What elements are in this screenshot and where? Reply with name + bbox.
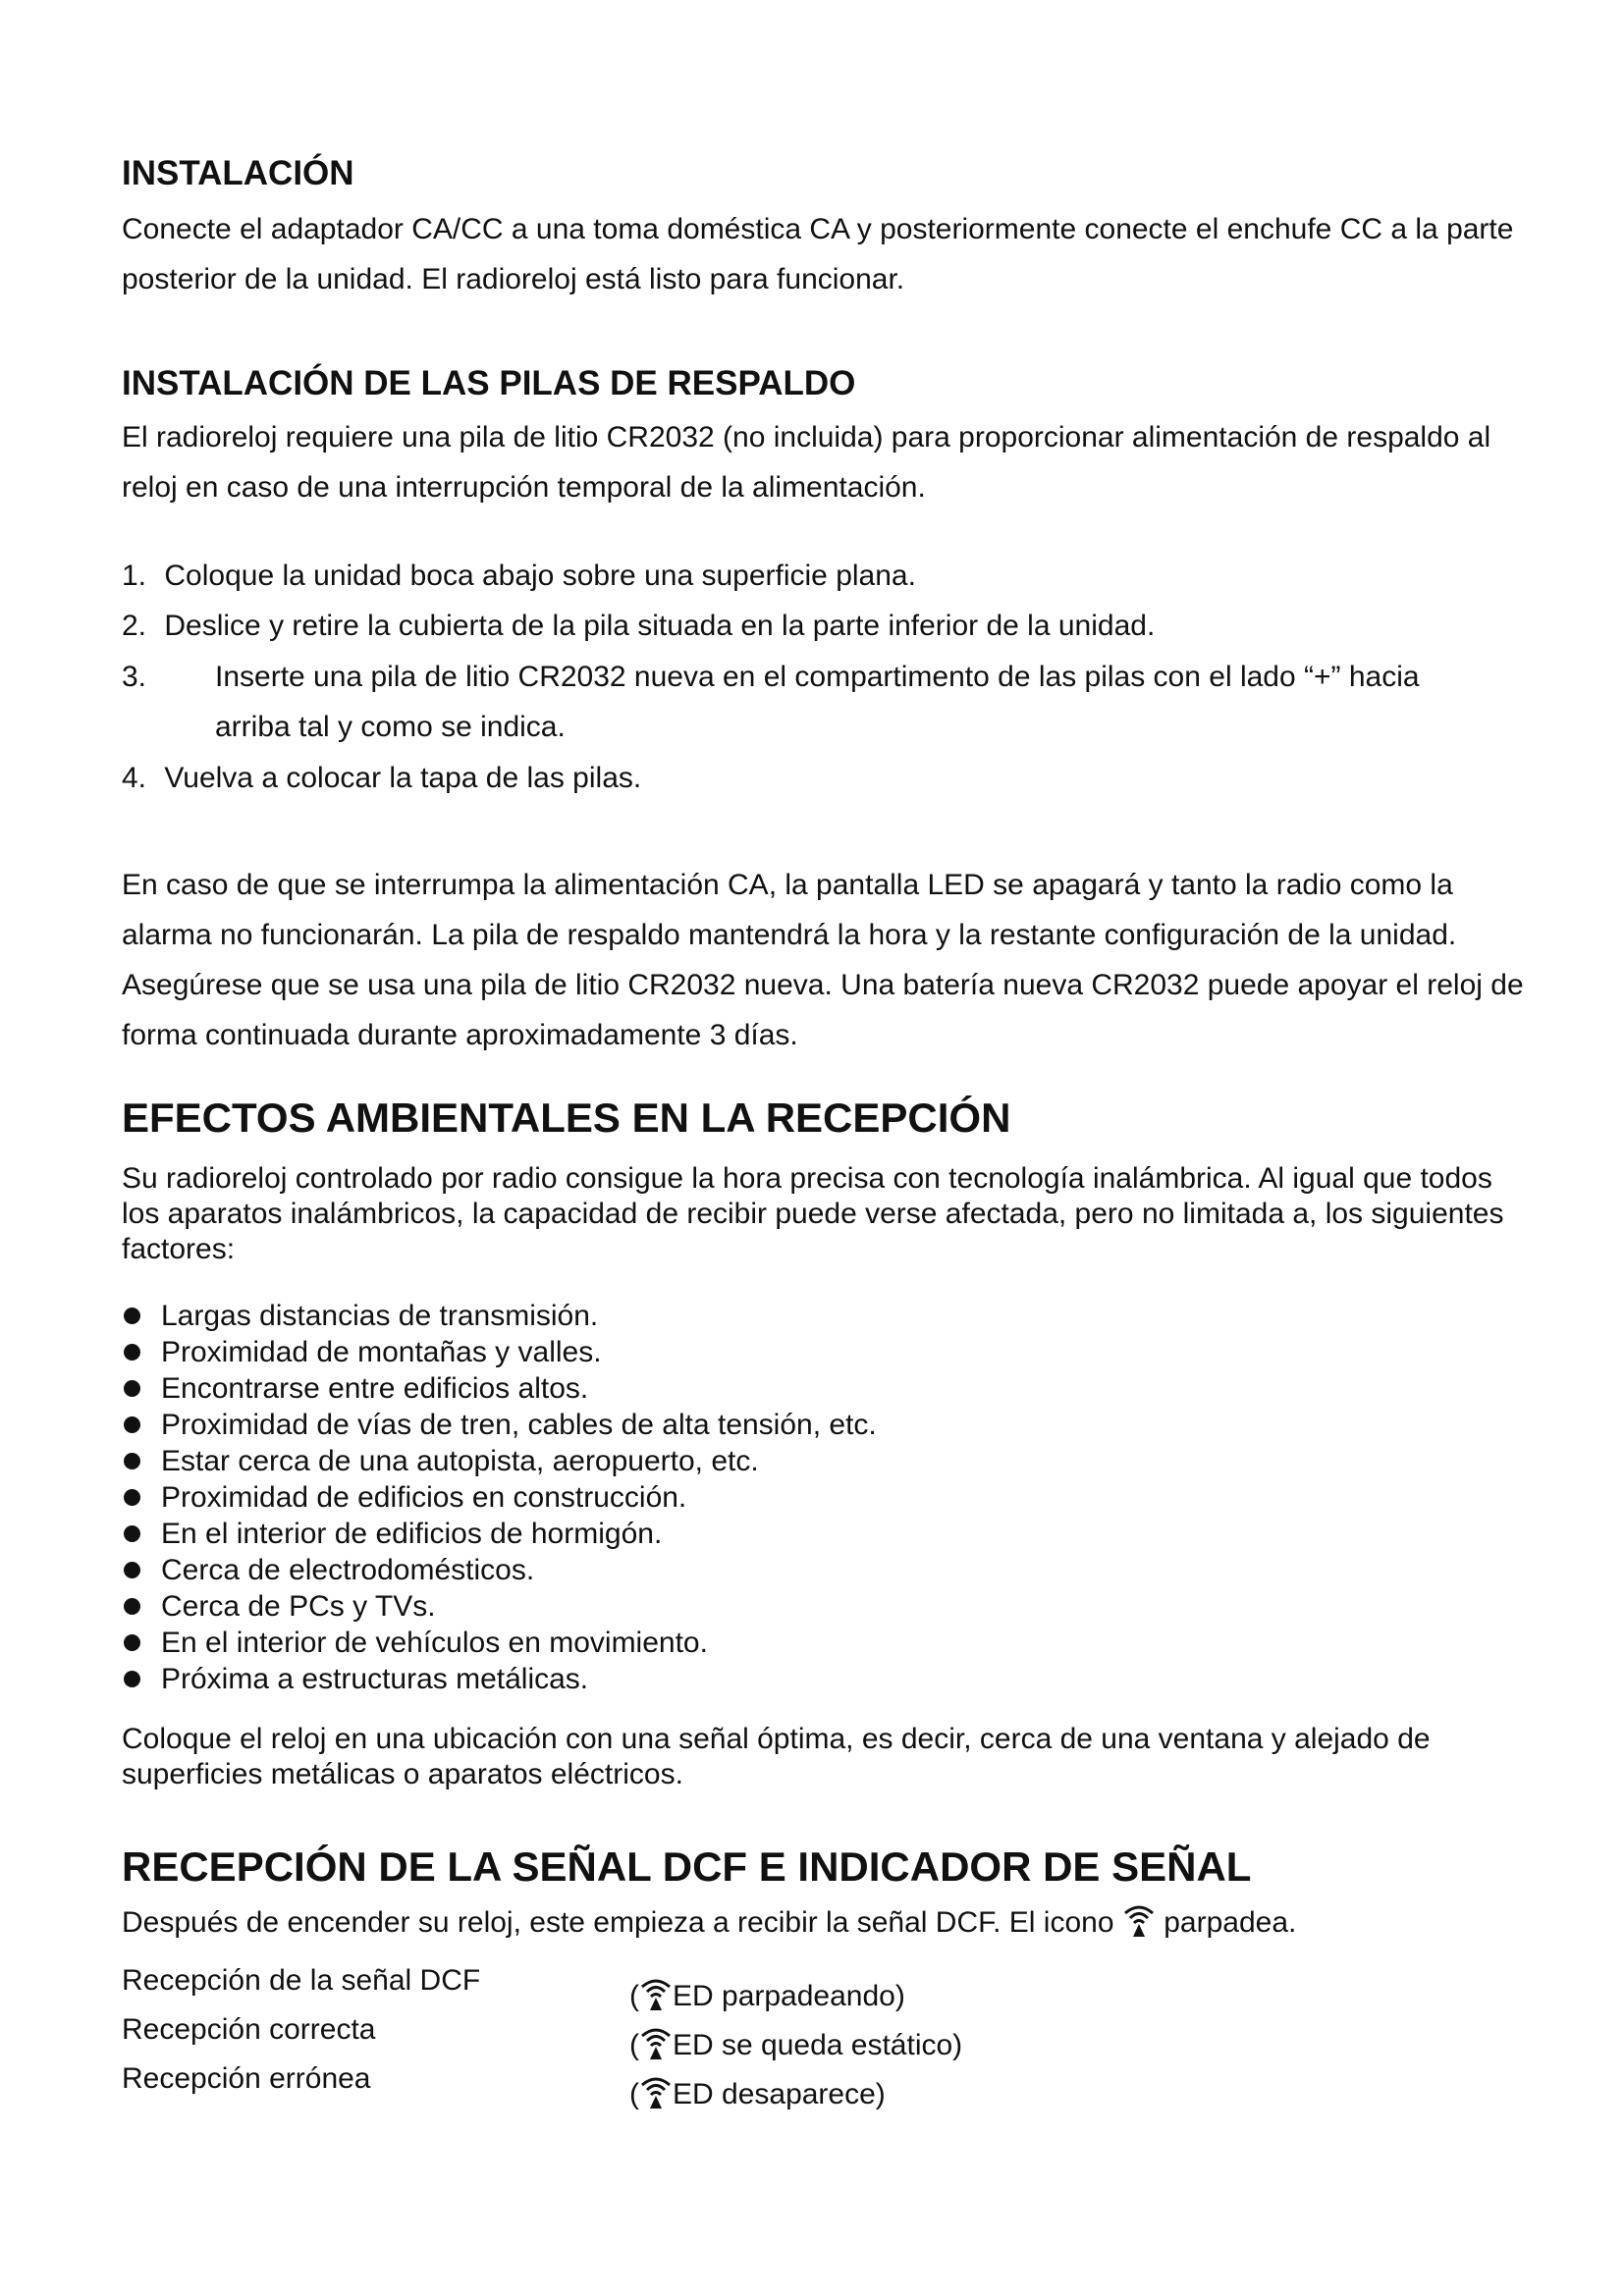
list-item: Largas distancias de transmisión. [122,1298,877,1334]
dcf-state-row [122,2062,1526,2111]
step-number: 2. [122,610,147,642]
pilas-note: En caso de que se interrumpa la alimentación CA, la pantalla LED se apagará y tanto la radio como la alarma no funcionarán. La pila de respaldo mantendrá la hora y la restante configuración de la unidad. Asegúrese que se usa una pila de litio CR2032 nueva. Una batería nueva CR2032 puede apoyar el reloj de forma continuada durante aproximadamente 3 días. [122,869,1524,1051]
signal-tower-icon [639,2023,673,2060]
step-number: 1. [122,560,147,592]
section-title-instalacion: INSTALACIÓN [122,154,354,192]
step-text: Vuelva a colocar la tapa de las pilas. [164,762,642,794]
dcf-state-row [122,2013,1526,2062]
list-item-step-1 [122,551,916,601]
bullet-icon [124,1562,140,1578]
step-number: 4. [122,762,147,794]
bullet-icon [124,1416,140,1433]
efectos-advice: Coloque el reloj en una ubicación con una señal óptima, es decir, cerca de una ventana y alejado de superficies metálicas o aparatos eléctricos. [122,1723,1431,1790]
bullet-icon [124,1525,140,1542]
bullet-icon [124,1671,140,1687]
bullet-icon [124,1634,140,1651]
bullet-icon [124,1453,140,1469]
section-title-efectos: EFECTOS AMBIENTALES EN LA RECEPCIÓN [122,1095,1011,1141]
list-item: Proximidad de edificios en construcción. [122,1479,877,1516]
instalacion-text: Conecte el adaptador CA/CC a una toma doméstica CA y posteriormente conecte el enchufe CC a la parte posterior de la unidad. El radioreloj está listo para funcionar. [122,213,1514,295]
dcf-state-label: Recepción de la señal DCF [122,1964,481,1997]
bullet-icon [124,1308,140,1324]
dcf-intro-text-end: parpadea. [1164,1906,1297,1939]
dcf-state-label: Recepción correcta [122,2013,376,2046]
pilas-text: El radioreloj requiere una pila de litio CR2032 (no incluida) para proporcionar alimentación de respaldo al reloj en caso de una interrupción temporal de la alimentación. [122,421,1491,504]
section-title-pilas: INSTALACIÓN DE LAS PILAS DE RESPALDO [122,364,856,402]
list-item: Cerca de electrodomésticos. [122,1552,877,1588]
dcf-intro [122,1900,1296,1943]
signal-tower-icon [639,1974,673,2011]
list-item: Proximidad de montañas y valles. [122,1334,877,1370]
dcf-state-row [122,1964,1526,2013]
bullet-icon [124,1598,140,1615]
dcf-state-value: ( ED parpadeando) [629,1974,905,2013]
section-title-dcf: RECEPCIÓN DE LA SEÑAL DCF E INDICADOR DE SEÑAL [122,1843,1252,1890]
list-item: Próxima a estructuras metálicas. [122,1661,877,1697]
list-item: En el interior de vehículos en movimiento. [122,1625,877,1661]
step-text: Inserte una pila de litio CR2032 nueva en el compartimento de las pilas con el lado “+” hacia arriba tal y como se indica. [215,661,1420,743]
signal-tower-icon [1122,1900,1156,1938]
list-item: Proximidad de vías de tren, cables de alta tensión, etc. [122,1407,877,1443]
factors-list [122,1298,877,1697]
dcf-state-label: Recepción errónea [122,2062,371,2095]
bullet-icon [124,1380,140,1397]
list-item: En el interior de edificios de hormigón. [122,1516,877,1552]
list-item: Cerca de PCs y TVs. [122,1588,877,1625]
signal-tower-icon [639,2072,673,2109]
step-number: 3. [122,661,147,693]
list-item-step-3 [122,652,1526,752]
list-item-step-2 [122,601,1155,651]
dcf-intro-text: Después de encender su reloj, este empieza a recibir la señal DCF. El icono [122,1906,1114,1939]
efectos-text: Su radioreloj controlado por radio consigue la hora precisa con tecnología inalámbrica. Al igual que todos los aparatos inalámbricos, la capacidad de recibir puede verse afectada, pero no limitada a, los siguientes factores: [122,1162,1504,1265]
bullet-icon [124,1344,140,1361]
step-text: Coloque la unidad boca abajo sobre una superficie plana. [164,560,916,592]
bullet-icon [124,1489,140,1506]
list-item-step-4 [122,753,641,803]
list-item: Encontrarse entre edificios altos. [122,1370,877,1407]
step-text: Deslice y retire la cubierta de la pila situada en la parte inferior de la unidad. [164,610,1156,642]
dcf-state-value: ( ED se queda estático) [629,2023,962,2062]
dcf-state-value: ( ED desaparece) [629,2072,886,2111]
list-item: Estar cerca de una autopista, aeropuerto, etc. [122,1443,877,1479]
